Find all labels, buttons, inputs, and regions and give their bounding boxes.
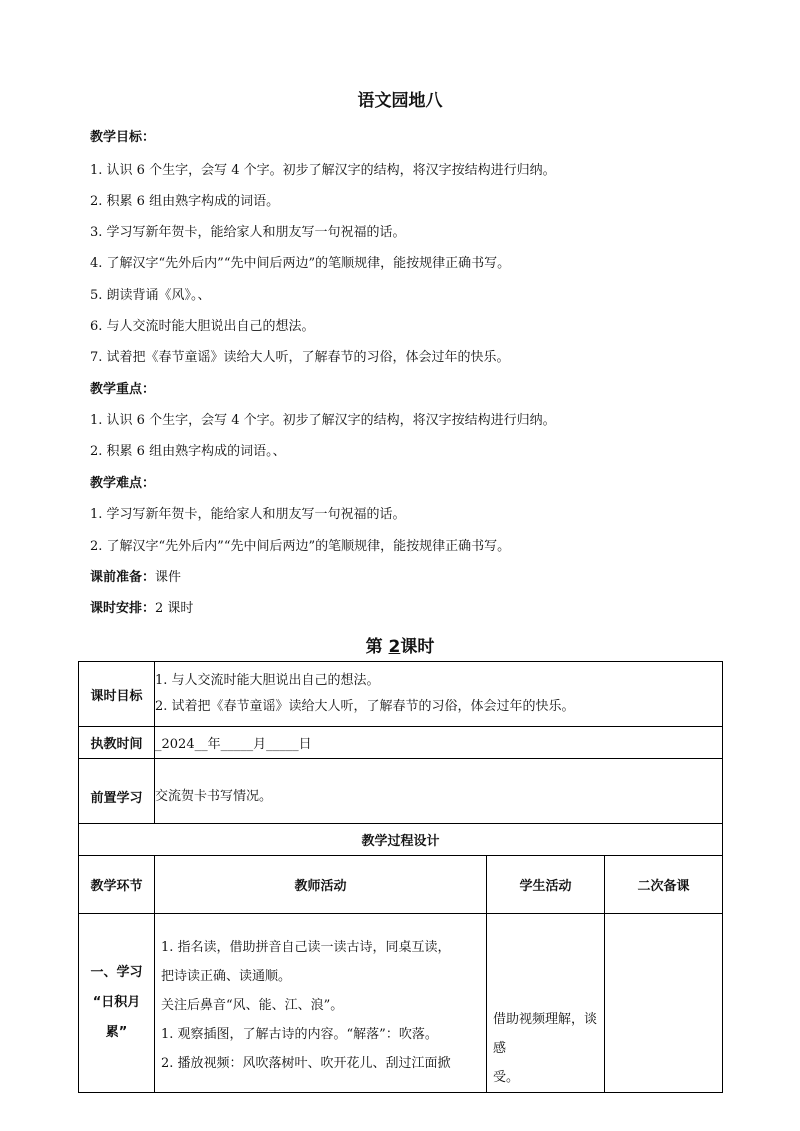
student-line: 受。	[493, 1070, 520, 1085]
pre-study-row	[79, 759, 723, 824]
goal-row	[79, 662, 723, 727]
goal-cell	[155, 662, 723, 727]
objective-item: 4. 了解汉字“先外后内”“先中间后两边”的笔顺规律，能按规律正确书写。	[90, 256, 511, 271]
col-teacher-header: 教师活动	[155, 856, 487, 914]
stage-label-line: 累”	[105, 1025, 128, 1040]
col-student-header: 学生活动	[487, 856, 605, 914]
preparation-line	[90, 566, 181, 585]
key-point-item: 1. 认识 6 个生字，会写 4 个字。初步了解汉字的结构，将汉字按结构进行归纳。	[90, 413, 556, 428]
objectives-heading: 教学目标：	[90, 130, 156, 145]
teacher-line: 把诗读正确、读通顺。	[161, 968, 292, 984]
schedule-line	[90, 597, 193, 616]
stage-cell	[79, 914, 155, 1093]
design-header: 教学过程设计	[79, 824, 723, 856]
teacher-line: 1. 观察插图，了解古诗的内容。“解落”：吹落。	[161, 1026, 438, 1042]
column-header-row	[79, 856, 723, 914]
lesson-plan-table	[78, 661, 723, 1093]
page-title: 语文园地八	[357, 91, 443, 111]
teacher-activity-cell	[155, 914, 487, 1093]
student-activity-cell	[487, 914, 605, 1093]
teacher-line: 关注后鼻音“风、能、江、浪”。	[161, 997, 344, 1013]
stage-label-line: 一、学习	[90, 965, 143, 980]
difficulties-heading: 教学难点：	[90, 476, 156, 491]
pre-study-label: 前置学习	[79, 759, 155, 824]
objective-item: 7. 试着把《春节童谣》读给大人听，了解春节的习俗，体会过年的快乐。	[90, 350, 510, 365]
key-points-heading: 教学重点：	[90, 382, 156, 397]
time-label: 执教时间	[79, 727, 155, 759]
lesson-prefix: 第	[365, 637, 389, 657]
lesson-title	[0, 632, 800, 657]
stage-row	[79, 914, 723, 1093]
goal-item: 2. 试着把《春节童谣》读给大人听，了解春节的习俗，体会过年的快乐。	[155, 699, 575, 714]
lesson-number: 2	[388, 637, 401, 657]
objective-item: 3. 学习写新年贺卡，能给家人和朋友写一句祝福的话。	[90, 225, 406, 240]
schedule-value: 2 课时	[155, 601, 194, 616]
difficulty-item: 1. 学习写新年贺卡，能给家人和朋友写一句祝福的话。	[90, 507, 406, 522]
second-prep-cell	[605, 914, 723, 1093]
stage-label-line: “日积月	[92, 995, 141, 1010]
teacher-line: 2. 播放视频：风吹落树叶、吹开花儿、刮过江面掀	[161, 1055, 451, 1071]
design-header-row	[79, 824, 723, 856]
student-line: 借助视频理解，谈感	[493, 1012, 598, 1056]
preparation-value: 课件	[155, 570, 182, 585]
goal-label: 课时目标	[79, 662, 155, 727]
col-second-header: 二次备课	[605, 856, 723, 914]
time-value: _2024__年_____月_____日	[155, 727, 723, 759]
col-stage-header: 教学环节	[79, 856, 155, 914]
key-point-item: 2. 积累 6 组由熟字构成的词语。、	[90, 444, 286, 459]
teacher-line: 1. 指名读，借助拼音自己读一读古诗，同桌互读，	[161, 939, 451, 955]
objective-item: 6. 与人交流时能大胆说出自己的想法。	[90, 319, 315, 334]
time-row	[79, 727, 723, 759]
objective-item: 2. 积累 6 组由熟字构成的词语。	[90, 194, 280, 209]
pre-study-value: 交流贺卡书写情况。	[155, 759, 723, 824]
goal-item: 1. 与人交流时能大胆说出自己的想法。	[155, 673, 380, 688]
preparation-label: 课前准备：	[90, 570, 156, 585]
objective-item: 5. 朗读背诵《风》。、	[90, 288, 211, 303]
schedule-label: 课时安排：	[90, 601, 156, 616]
lesson-suffix: 课时	[400, 637, 435, 657]
objective-item: 1. 认识 6 个生字，会写 4 个字。初步了解汉字的结构，将汉字按结构进行归纳。	[90, 163, 556, 178]
difficulty-item: 2. 了解汉字“先外后内”“先中间后两边”的笔顺规律，能按规律正确书写。	[90, 539, 511, 554]
